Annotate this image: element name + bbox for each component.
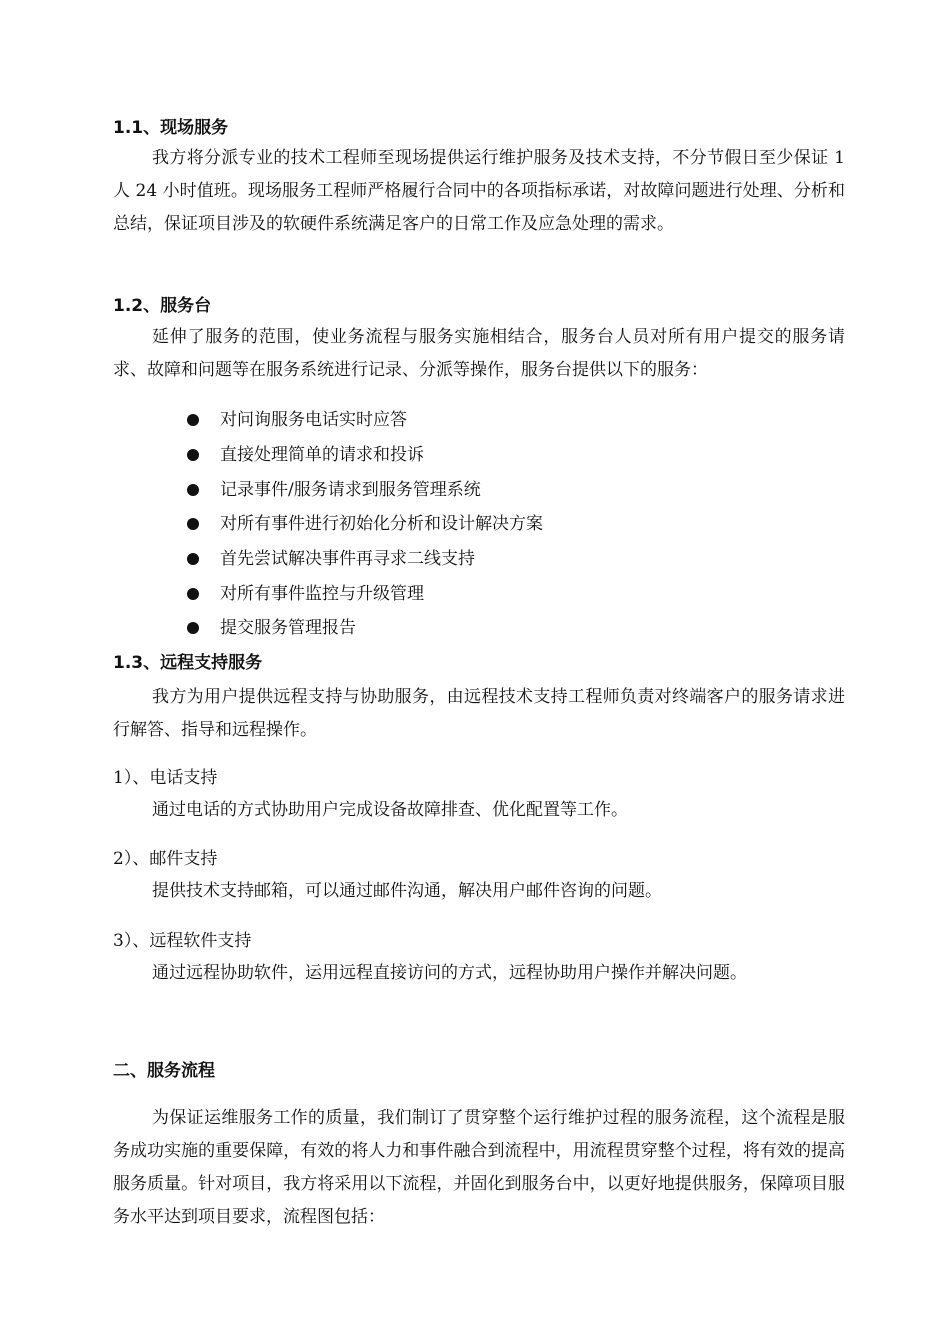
list-item-text: 提交服务管理报告 — [220, 618, 356, 638]
section-heading-1-3: 1.3、远程支持服务 — [113, 653, 263, 673]
list-item-text: 对所有事件监控与升级管理 — [220, 584, 424, 604]
section-paragraph-1-1: 我方将分派专业的技术工程师至现场提供运行维护服务及技术支持，不分节假日至少保证 1 人 24 小时值班。现场服务工程师严格履行合同中的各项指标承诺，对故障问题进行处理、分析和总结，保证项目涉及的软硬件系统满足客户的日常工作及应急处理的需求。 — [113, 148, 845, 234]
support-item-title-remote: 3）、远程软件支持 — [113, 931, 252, 951]
list-item-text: 直接处理简单的请求和投诉 — [220, 445, 424, 465]
section-paragraph-1-2: 延伸了服务的范围，使业务流程与服务实施相结合，服务台人员对所有用户提交的服务请求、故障和问题等在服务系统进行记录、分派等操作，服务台提供以下的服务： — [113, 327, 845, 380]
list-item — [187, 582, 424, 606]
list-item — [187, 512, 543, 536]
list-item — [187, 478, 481, 502]
section-heading-1-2: 1.2、服务台 — [113, 296, 212, 316]
support-item-desc-remote: 通过远程协助软件，运用远程直接访问的方式，远程协助用户操作并解决问题。 — [152, 963, 747, 983]
list-item-text: 对所有事件进行初始化分析和设计解决方案 — [220, 514, 543, 534]
support-item-title-phone: 1）、电话支持 — [113, 768, 218, 788]
support-item-desc-phone: 通过电话的方式协助用户完成设备故障排查、优化配置等工作。 — [152, 800, 628, 820]
bullet-icon — [187, 553, 199, 565]
section-paragraph-1-3: 我方为用户提供远程支持与协助服务，由远程技术支持工程师负责对终端客户的服务请求进行解答、指导和远程操作。 — [113, 687, 845, 740]
list-item — [187, 547, 475, 571]
list-item — [187, 616, 356, 640]
support-item-title-email: 2）、邮件支持 — [113, 849, 218, 869]
list-item-text: 对问询服务电话实时应答 — [220, 410, 407, 430]
list-item — [187, 443, 424, 467]
bullet-icon — [187, 622, 199, 634]
support-item-desc-email: 提供技术支持邮箱，可以通过邮件沟通，解决用户邮件咨询的问题。 — [152, 881, 662, 901]
bullet-icon — [187, 484, 199, 496]
section-paragraph-2: 为保证运维服务工作的质量，我们制订了贯穿整个运行维护过程的服务流程，这个流程是服务成功实施的重要保障，有效的将人力和事件融合到流程中，用流程贯穿整个过程，将有效的提高服务质量。针对项目，我方将采用以下流程，并固化到服务台中，以更好地提供服务，保障项目服务水平达到项目要求，流程图包括： — [113, 1108, 845, 1227]
list-item — [187, 408, 407, 432]
bullet-icon — [187, 518, 199, 530]
section-heading-1-1: 1.1、现场服务 — [113, 118, 229, 138]
list-item-text: 记录事件/服务请求到服务管理系统 — [220, 480, 481, 500]
section-heading-2: 二、服务流程 — [113, 1061, 215, 1081]
bullet-icon — [187, 588, 199, 600]
bullet-icon — [187, 414, 199, 426]
list-item-text: 首先尝试解决事件再寻求二线支持 — [220, 549, 475, 569]
bullet-icon — [187, 449, 199, 461]
